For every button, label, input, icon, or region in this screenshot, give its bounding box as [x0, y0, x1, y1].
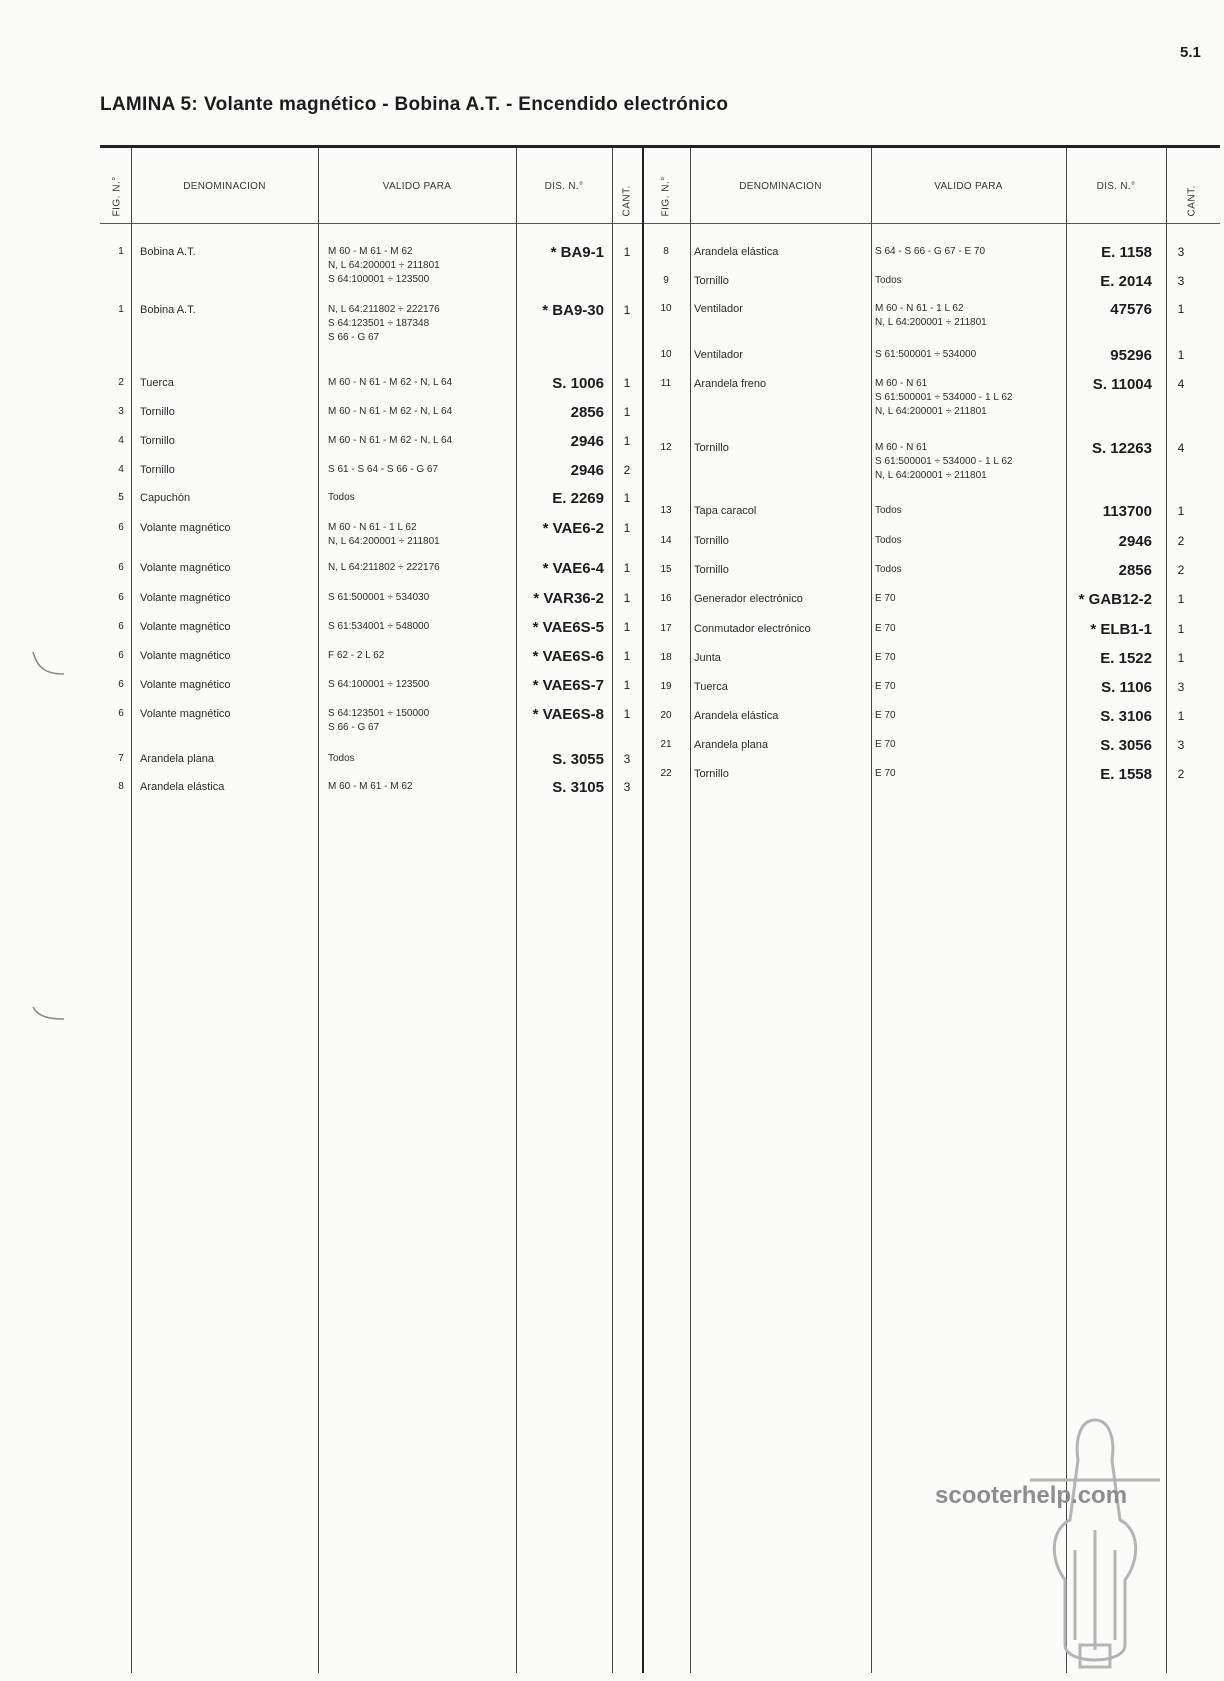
cantidad: 2: [1177, 563, 1185, 577]
valido-para: N, L 64:200001 ÷ 211801: [875, 406, 987, 417]
valido-para: N, L 64:200001 ÷ 211801: [328, 536, 440, 547]
fig-number: 16: [660, 593, 672, 604]
fig-number: 8: [118, 781, 124, 792]
cantidad: 1: [623, 521, 631, 535]
denominacion: Tuerca: [694, 681, 728, 693]
cantidad: 4: [1177, 441, 1185, 455]
cantidad: 1: [1177, 651, 1185, 665]
fig-number: 20: [660, 710, 672, 721]
dis-number: * VAE6S-5: [532, 619, 604, 636]
denominacion: Bobina A.T.: [140, 246, 196, 258]
cantidad: 1: [1177, 622, 1185, 636]
valido-para: S 64:100001 ÷ 123500: [328, 274, 430, 285]
cantidad: 3: [1177, 738, 1185, 752]
header-denominacion-left: DENOMINACION: [183, 181, 266, 192]
fig-number: 14: [660, 535, 672, 546]
valido-para: S 64:100001 ÷ 123500: [328, 679, 430, 690]
valido-para: S 61:500001 ÷ 534000 - 1 L 62: [875, 456, 1013, 467]
cantidad: 1: [623, 649, 631, 663]
title-text: Volante magnético - Bobina A.T. - Encendido electrónico: [204, 94, 729, 115]
header-fig-right: FIG. N.°: [660, 176, 672, 217]
fig-number: 6: [118, 621, 124, 632]
cantidad: 2: [623, 463, 631, 477]
cantidad: 1: [623, 707, 631, 721]
dis-number: * GAB12-2: [1078, 591, 1152, 608]
fig-number: 2: [118, 377, 124, 388]
header-cant-left: CANT.: [621, 185, 633, 217]
cantidad: 1: [623, 491, 631, 505]
fig-number: 5: [118, 492, 124, 503]
valido-para: S 64 - S 66 - G 67 - E 70: [875, 246, 986, 257]
dis-number: S. 1006: [552, 375, 604, 392]
header-fig-left: FIG. N.°: [111, 176, 123, 217]
dis-number: 113700: [1102, 503, 1152, 520]
cantidad: 1: [623, 245, 631, 259]
cantidad: 2: [1177, 534, 1185, 548]
dis-number: * BA9-1: [550, 244, 604, 261]
denominacion: Tapa caracol: [694, 505, 757, 517]
dis-number: E. 1522: [1100, 650, 1152, 667]
denominacion: Tornillo: [694, 768, 729, 780]
fig-number: 3: [118, 406, 124, 417]
cantidad: 3: [623, 752, 631, 766]
denominacion: Ventilador: [694, 303, 743, 315]
denominacion: Volante magnético: [140, 562, 231, 574]
valido-para: M 60 - N 61 - 1 L 62: [328, 522, 417, 533]
valido-para: Todos: [875, 505, 902, 516]
header-valido-right: VALIDO PARA: [934, 181, 1003, 192]
dis-number: S. 3105: [552, 779, 604, 796]
valido-para: N, L 64:200001 ÷ 211801: [875, 317, 987, 328]
cantidad: 1: [1177, 504, 1185, 518]
valido-para: E 70: [875, 652, 896, 663]
fig-number: 1: [118, 246, 124, 257]
fig-number: 10: [660, 303, 672, 314]
valido-para: M 60 - N 61 - M 62 - N, L 64: [328, 435, 453, 446]
valido-para: S 64:123501 ÷ 187348: [328, 318, 430, 329]
dis-number: S. 3055: [552, 751, 604, 768]
valido-para: M 60 - M 61 - M 62: [328, 781, 413, 792]
page-title: [100, 94, 728, 116]
valido-para: N, L 64:211802 ÷ 222176: [328, 562, 440, 573]
valido-para: N, L 64:211802 ÷ 222176: [328, 304, 440, 315]
cantidad: 1: [623, 303, 631, 317]
valido-para: S 61:500001 ÷ 534030: [328, 592, 430, 603]
dis-number: 95296: [1110, 347, 1152, 364]
denominacion: Volante magnético: [140, 522, 231, 534]
header-dis-right: DIS. N.°: [1096, 181, 1136, 192]
fig-number: 12: [660, 442, 672, 453]
header-dis-left: DIS. N.°: [544, 181, 584, 192]
dis-number: * VAR36-2: [533, 590, 604, 607]
dis-number: * VAE6S-6: [532, 648, 604, 665]
valido-para: S 66 - G 67: [328, 722, 380, 733]
margin-mark: [30, 1005, 70, 1025]
valido-para: S 61:500001 ÷ 534000: [875, 349, 977, 360]
denominacion: Tornillo: [140, 435, 175, 447]
dis-number: * BA9-30: [542, 302, 604, 319]
cantidad: 1: [623, 678, 631, 692]
dis-number: S. 11004: [1092, 376, 1152, 393]
dis-number: S. 3056: [1100, 737, 1152, 754]
fig-number: 10: [660, 349, 672, 360]
denominacion: Ventilador: [694, 349, 743, 361]
fig-number: 21: [660, 739, 672, 750]
dis-number: * VAE6S-8: [532, 706, 604, 723]
cantidad: 3: [1177, 245, 1185, 259]
fig-number: 17: [660, 623, 672, 634]
valido-para: S 64:123501 ÷ 150000: [328, 708, 430, 719]
valido-para: M 60 - N 61: [875, 442, 928, 453]
fig-number: 11: [660, 378, 672, 389]
dis-number: * VAE6-4: [542, 560, 604, 577]
dis-number: 2946: [570, 433, 604, 450]
cantidad: 1: [623, 620, 631, 634]
col-rule: [871, 148, 872, 1673]
title-prefix: LAMINA 5:: [100, 94, 199, 115]
cantidad: 3: [1177, 274, 1185, 288]
valido-para: S 61:534001 ÷ 548000: [328, 621, 430, 632]
cantidad: 1: [623, 376, 631, 390]
fig-number: 6: [118, 650, 124, 661]
dis-number: * VAE6-2: [542, 520, 604, 537]
dis-number: 2946: [1118, 533, 1152, 550]
denominacion: Arandela plana: [694, 739, 769, 751]
fig-number: 6: [118, 562, 124, 573]
header-denominacion-right: DENOMINACION: [739, 181, 822, 192]
valido-para: Todos: [875, 275, 902, 286]
valido-para: Todos: [875, 564, 902, 575]
cantidad: 3: [1177, 680, 1185, 694]
dis-number: E. 2269: [552, 490, 604, 507]
valido-para: M 60 - M 61 - M 62: [328, 246, 413, 257]
valido-para: M 60 - N 61: [875, 378, 928, 389]
valido-para: F 62 - 2 L 62: [328, 650, 385, 661]
dis-number: S. 1106: [1101, 679, 1152, 696]
denominacion: Arandela plana: [140, 753, 215, 765]
valido-para: E 70: [875, 623, 896, 634]
cantidad: 1: [1177, 709, 1185, 723]
dis-number: 2856: [570, 404, 604, 421]
denominacion: Bobina A.T.: [140, 304, 196, 316]
denominacion: Tuerca: [140, 377, 174, 389]
fig-number: 8: [663, 246, 669, 257]
margin-mark: [28, 650, 68, 680]
dis-number: 2856: [1118, 562, 1152, 579]
denominacion: Tornillo: [694, 275, 729, 287]
denominacion: Generador electrónico: [694, 593, 803, 605]
denominacion: Volante magnético: [140, 621, 231, 633]
valido-para: N, L 64:200001 ÷ 211801: [875, 470, 987, 481]
col-rule: [612, 148, 613, 1673]
table-top-rule: [100, 145, 1220, 148]
col-rule: [642, 148, 644, 1673]
cantidad: 2: [1177, 767, 1185, 781]
cantidad: 1: [1177, 592, 1185, 606]
dis-number: E. 1158: [1101, 244, 1152, 261]
scooter-silhouette-icon: [1020, 1410, 1170, 1675]
valido-para: S 61 - S 64 - S 66 - G 67: [328, 464, 439, 475]
fig-number: 15: [660, 564, 672, 575]
page-number: 5.1: [1180, 44, 1201, 61]
valido-para: Todos: [328, 492, 355, 503]
cantidad: 3: [623, 780, 631, 794]
denominacion: Arandela elástica: [694, 710, 779, 722]
valido-para: N, L 64:200001 ÷ 211801: [328, 260, 440, 271]
valido-para: E 70: [875, 593, 896, 604]
header-cant-right: CANT.: [1186, 185, 1198, 217]
cantidad: 1: [623, 434, 631, 448]
dis-number: * ELB1-1: [1090, 621, 1152, 638]
watermark: scooterhelp.com: [935, 1482, 1128, 1509]
dis-number: S. 3106: [1100, 708, 1152, 725]
fig-number: 18: [660, 652, 672, 663]
denominacion: Arandela elástica: [140, 781, 225, 793]
cantidad: 1: [1177, 348, 1185, 362]
fig-number: 7: [118, 753, 124, 764]
denominacion: Junta: [694, 652, 721, 664]
cantidad: 1: [1177, 302, 1185, 316]
valido-para: Todos: [328, 753, 355, 764]
denominacion: Conmutador electrónico: [694, 623, 811, 635]
cantidad: 4: [1177, 377, 1185, 391]
fig-number: 4: [118, 435, 124, 446]
valido-para: E 70: [875, 768, 896, 779]
fig-number: 6: [118, 679, 124, 690]
fig-number: 6: [118, 522, 124, 533]
denominacion: Tornillo: [140, 464, 175, 476]
col-rule: [318, 148, 319, 1673]
dis-number: 47576: [1110, 301, 1152, 318]
denominacion: Tornillo: [140, 406, 175, 418]
valido-para: E 70: [875, 739, 896, 750]
denominacion: Volante magnético: [140, 650, 231, 662]
denominacion: Volante magnético: [140, 592, 231, 604]
fig-number: 1: [118, 304, 124, 315]
cantidad: 1: [623, 561, 631, 575]
cantidad: 1: [623, 591, 631, 605]
denominacion: Capuchón: [140, 492, 191, 504]
denominacion: Volante magnético: [140, 708, 231, 720]
fig-number: 13: [660, 505, 672, 516]
cantidad: 1: [623, 405, 631, 419]
denominacion: Arandela elástica: [694, 246, 779, 258]
valido-para: S 61:500001 ÷ 534000 - 1 L 62: [875, 392, 1013, 403]
fig-number: 9: [663, 275, 669, 286]
dis-number: E. 1558: [1100, 766, 1152, 783]
fig-number: 4: [118, 464, 124, 475]
header-bottom-rule: [100, 223, 1220, 224]
denominacion: Arandela freno: [694, 378, 767, 390]
dis-number: * VAE6S-7: [532, 677, 604, 694]
dis-number: S. 12263: [1091, 440, 1152, 457]
denominacion: Tornillo: [694, 442, 729, 454]
header-valido-left: VALIDO PARA: [382, 181, 452, 192]
valido-para: M 60 - N 61 - 1 L 62: [875, 303, 964, 314]
denominacion: Volante magnético: [140, 679, 231, 691]
valido-para: E 70: [875, 681, 896, 692]
fig-number: 6: [118, 592, 124, 603]
valido-para: S 66 - G 67: [328, 332, 380, 343]
valido-para: E 70: [875, 710, 896, 721]
denominacion: Tornillo: [694, 535, 729, 547]
denominacion: Tornillo: [694, 564, 729, 576]
col-rule: [690, 148, 691, 1673]
dis-number: E. 2014: [1100, 273, 1152, 290]
dis-number: 2946: [570, 462, 604, 479]
fig-number: 19: [660, 681, 672, 692]
valido-para: M 60 - N 61 - M 62 - N, L 64: [328, 406, 453, 417]
fig-number: 6: [118, 708, 124, 719]
fig-number: 22: [660, 768, 672, 779]
valido-para: M 60 - N 61 - M 62 - N, L 64: [328, 377, 453, 388]
valido-para: Todos: [875, 535, 902, 546]
